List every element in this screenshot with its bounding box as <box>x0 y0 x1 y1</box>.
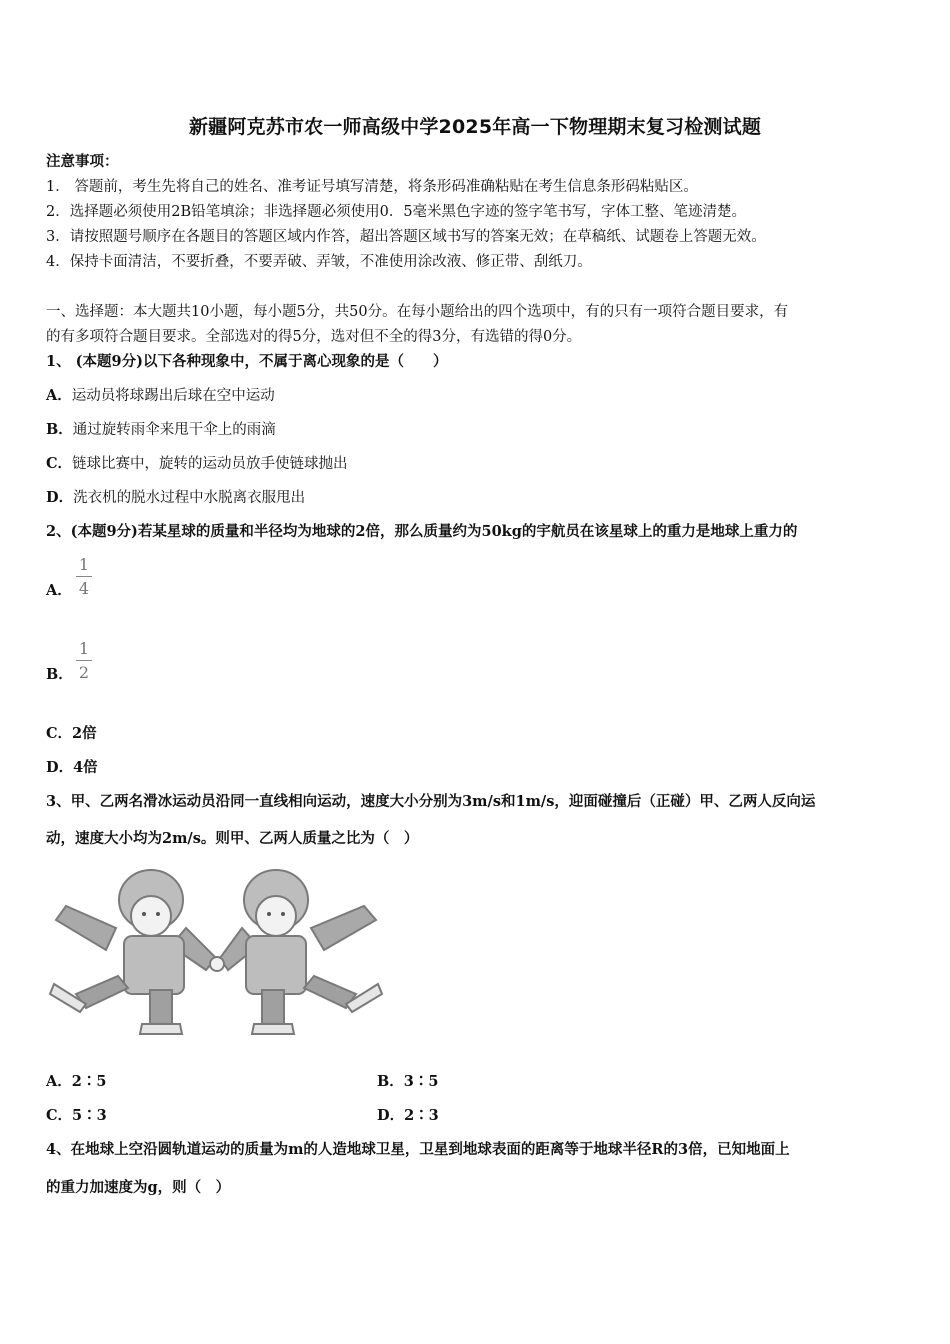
notice-item-3: 3．请按照题号顺序在各题目的答题区域内作答，超出答题区域书写的答案无效；在草稿纸、试题卷上答题无效。 <box>46 229 766 245</box>
option-text: 链球比赛中，旋转的运动员放手使链球抛出 <box>72 456 348 472</box>
fraction-denominator: 2 <box>78 663 90 682</box>
option-text: 通过旋转雨伞来甩干伞上的雨滴 <box>72 422 276 438</box>
q1-option-d <box>46 488 908 508</box>
q3-stem-line2: 动，速度大小均为2m/s。则甲、乙两人质量之比为（ ） <box>46 830 419 847</box>
q2-stem: 2、(本题9分)若某星球的质量和半径均为地球的2倍，那么质量约为50kg的宇航员在该星球上的重力是地球上重力的 <box>46 523 798 540</box>
fraction-numerator: 1 <box>78 555 90 574</box>
option-letter: D． <box>377 1107 405 1124</box>
option-letter: C． <box>46 725 73 742</box>
option-letter: A． <box>46 387 72 404</box>
option-letter: A． <box>46 582 72 599</box>
option-text: 洗衣机的脱水过程中水脱离衣服甩出 <box>73 490 306 506</box>
q1-option-a <box>46 386 908 406</box>
option-letter: C． <box>46 455 73 472</box>
option-text: 运动员将球踢出后球在空中运动 <box>71 388 275 404</box>
q3-stem-line1: 3、甲、乙两名滑冰运动员沿同一直线相向运动，速度大小分别为3m/s和1m/s，迎面碰撞后（正碰）甲、乙两人反向运 <box>46 793 816 810</box>
fraction-bar <box>76 576 92 577</box>
section-instructions-line1: 一、选择题：本大题共10小题，每小题5分，共50分。在每小题给出的四个选项中，有的只有一项符合题目要求，有 <box>46 304 789 320</box>
notice-heading: 注意事项： <box>46 153 119 170</box>
option-letter: D． <box>46 759 74 776</box>
q3-option-a <box>46 1072 346 1092</box>
q2-option-a-fraction <box>76 556 92 598</box>
q2-option-b <box>46 665 908 685</box>
option-letter: B． <box>46 421 73 438</box>
option-text: 2∶5 <box>71 1073 107 1090</box>
option-letter: B． <box>377 1073 404 1090</box>
option-text: 3∶5 <box>403 1073 439 1090</box>
option-text: 2倍 <box>72 725 97 742</box>
q4-stem-line1: 4、在地球上空沿圆轨道运动的质量为m的人造地球卫星，卫星到地球表面的距离等于地球半径R的3倍，已知地面上 <box>46 1141 790 1158</box>
option-text: 5∶3 <box>72 1107 107 1124</box>
q3-option-b <box>377 1072 438 1092</box>
skaters-illustration <box>46 858 386 1044</box>
q3-option-d <box>377 1106 439 1126</box>
notice-item-1: 1． 答题前，考生先将自己的姓名、准考证号填写清楚，将条形码准确粘贴在考生信息条形码粘贴区。 <box>46 179 698 195</box>
q4-stem-line2: 的重力加速度为g，则（ ） <box>46 1179 231 1196</box>
page-title: 新疆阿克苏市农一师高级中学2025年高一下物理期末复习检测试题 <box>188 116 762 138</box>
notice-item-4: 4．保持卡面清洁，不要折叠，不要弄破、弄皱，不准使用涂改液、修正带、刮纸刀。 <box>46 254 592 270</box>
q2-option-b-fraction <box>76 640 92 682</box>
q3-option-c <box>46 1106 346 1126</box>
q2-option-d <box>46 758 908 778</box>
option-letter: A． <box>46 1073 72 1090</box>
q2-option-a <box>46 581 908 601</box>
fraction-bar <box>76 660 92 661</box>
q1-option-c <box>46 454 908 474</box>
q1-stem: 1、 (本题9分)以下各种现象中，不属于离心现象的是（ ） <box>46 353 448 370</box>
section-instructions-line2: 的有多项符合题目要求。全部选对的得5分，选对但不全的得3分，有选错的得0分。 <box>46 329 582 345</box>
option-letter: C． <box>46 1107 73 1124</box>
option-text: 4倍 <box>73 759 98 776</box>
q1-option-b <box>46 420 908 440</box>
fraction-numerator: 1 <box>78 639 90 658</box>
option-letter: D． <box>46 489 74 506</box>
option-text: 2∶3 <box>404 1107 439 1124</box>
option-letter: B． <box>46 666 73 683</box>
notice-item-2: 2．选择题必须使用2B铅笔填涂；非选择题必须使用0．5毫米黑色字迹的签字笔书写，字体工整、笔迹清楚。 <box>46 204 747 220</box>
fraction-denominator: 4 <box>78 579 90 598</box>
q2-option-c <box>46 724 908 744</box>
